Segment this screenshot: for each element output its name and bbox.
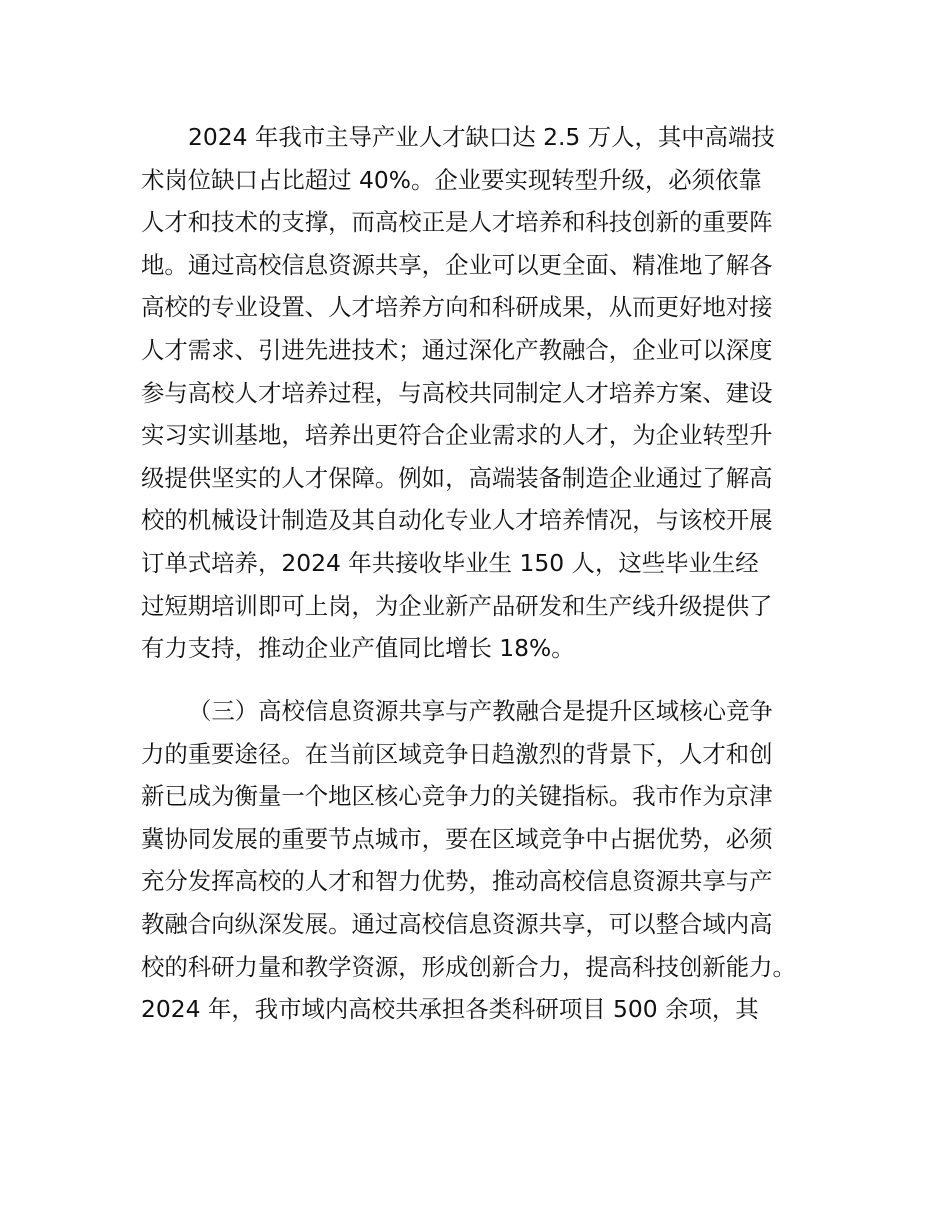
text-line: 2024 年，我市域内高校共承担各类科研项目 500 余项，其 [141,995,759,1024]
text-line: （三）高校信息资源共享与产教融合是提升区域核心竞争 [188,697,773,725]
text-line: 人才和技术的支撑，而高校正是人才培养和科技创新的重要阵 [141,208,773,237]
text-line: 教融合向纵深发展。通过高校信息资源共享，可以整合域内高 [141,909,773,938]
text-line: 过短期培训即可上岗，为企业新产品研发和生产线升级提供了 [141,591,773,620]
text-line: 校的机械设计制造及其自动化专业人才培养情况，与该校开展 [141,506,773,535]
paragraph-talent-gap [141,116,813,670]
text-line: 冀协同发展的重要节点城市，要在区域竞争中占据优势，必须 [141,824,773,853]
text-line: 人才需求、引进先进技术；通过深化产教融合，企业可以深度 [141,335,773,364]
text-line: 地。通过高校信息资源共享，企业可以更全面、精准地了解各 [141,250,773,279]
text-line: 充分发挥高校的人才和智力优势，推动高校信息资源共享与产 [141,867,773,896]
text-line: 订单式培养，2024 年共接收毕业生 150 人，这些毕业生经 [141,548,759,577]
text-line: 高校的专业设置、人才培养方向和科研成果，从而更好地对接 [141,293,773,322]
text-line: 校的科研力量和教学资源，形成创新合力，提高科技创新能力。 [141,952,796,981]
text-line: 力的重要途径。在当前区域竞争日趋激烈的背景下，人才和创 [141,739,773,768]
paragraph-regional-competitiveness [141,690,813,1031]
text-line: 级提供坚实的人才保障。例如，高端装备制造企业通过了解高 [141,463,773,492]
text-line: 参与高校人才培养过程，与高校共同制定人才培养方案、建设 [141,378,773,407]
text-line: 有力支持，推动企业产值同比增长 18%。 [141,634,575,663]
text-line: 新已成为衡量一个地区核心竞争力的关键指标。我市作为京津 [141,782,773,811]
text-line: 术岗位缺口占比超过 40%。企业要实现转型升级，必须依靠 [141,165,762,194]
text-line: 2024 年我市主导产业人才缺口达 2.5 万人，其中高端技 [188,123,775,151]
text-line: 实习实训基地，培养出更符合企业需求的人才，为企业转型升 [141,421,773,450]
